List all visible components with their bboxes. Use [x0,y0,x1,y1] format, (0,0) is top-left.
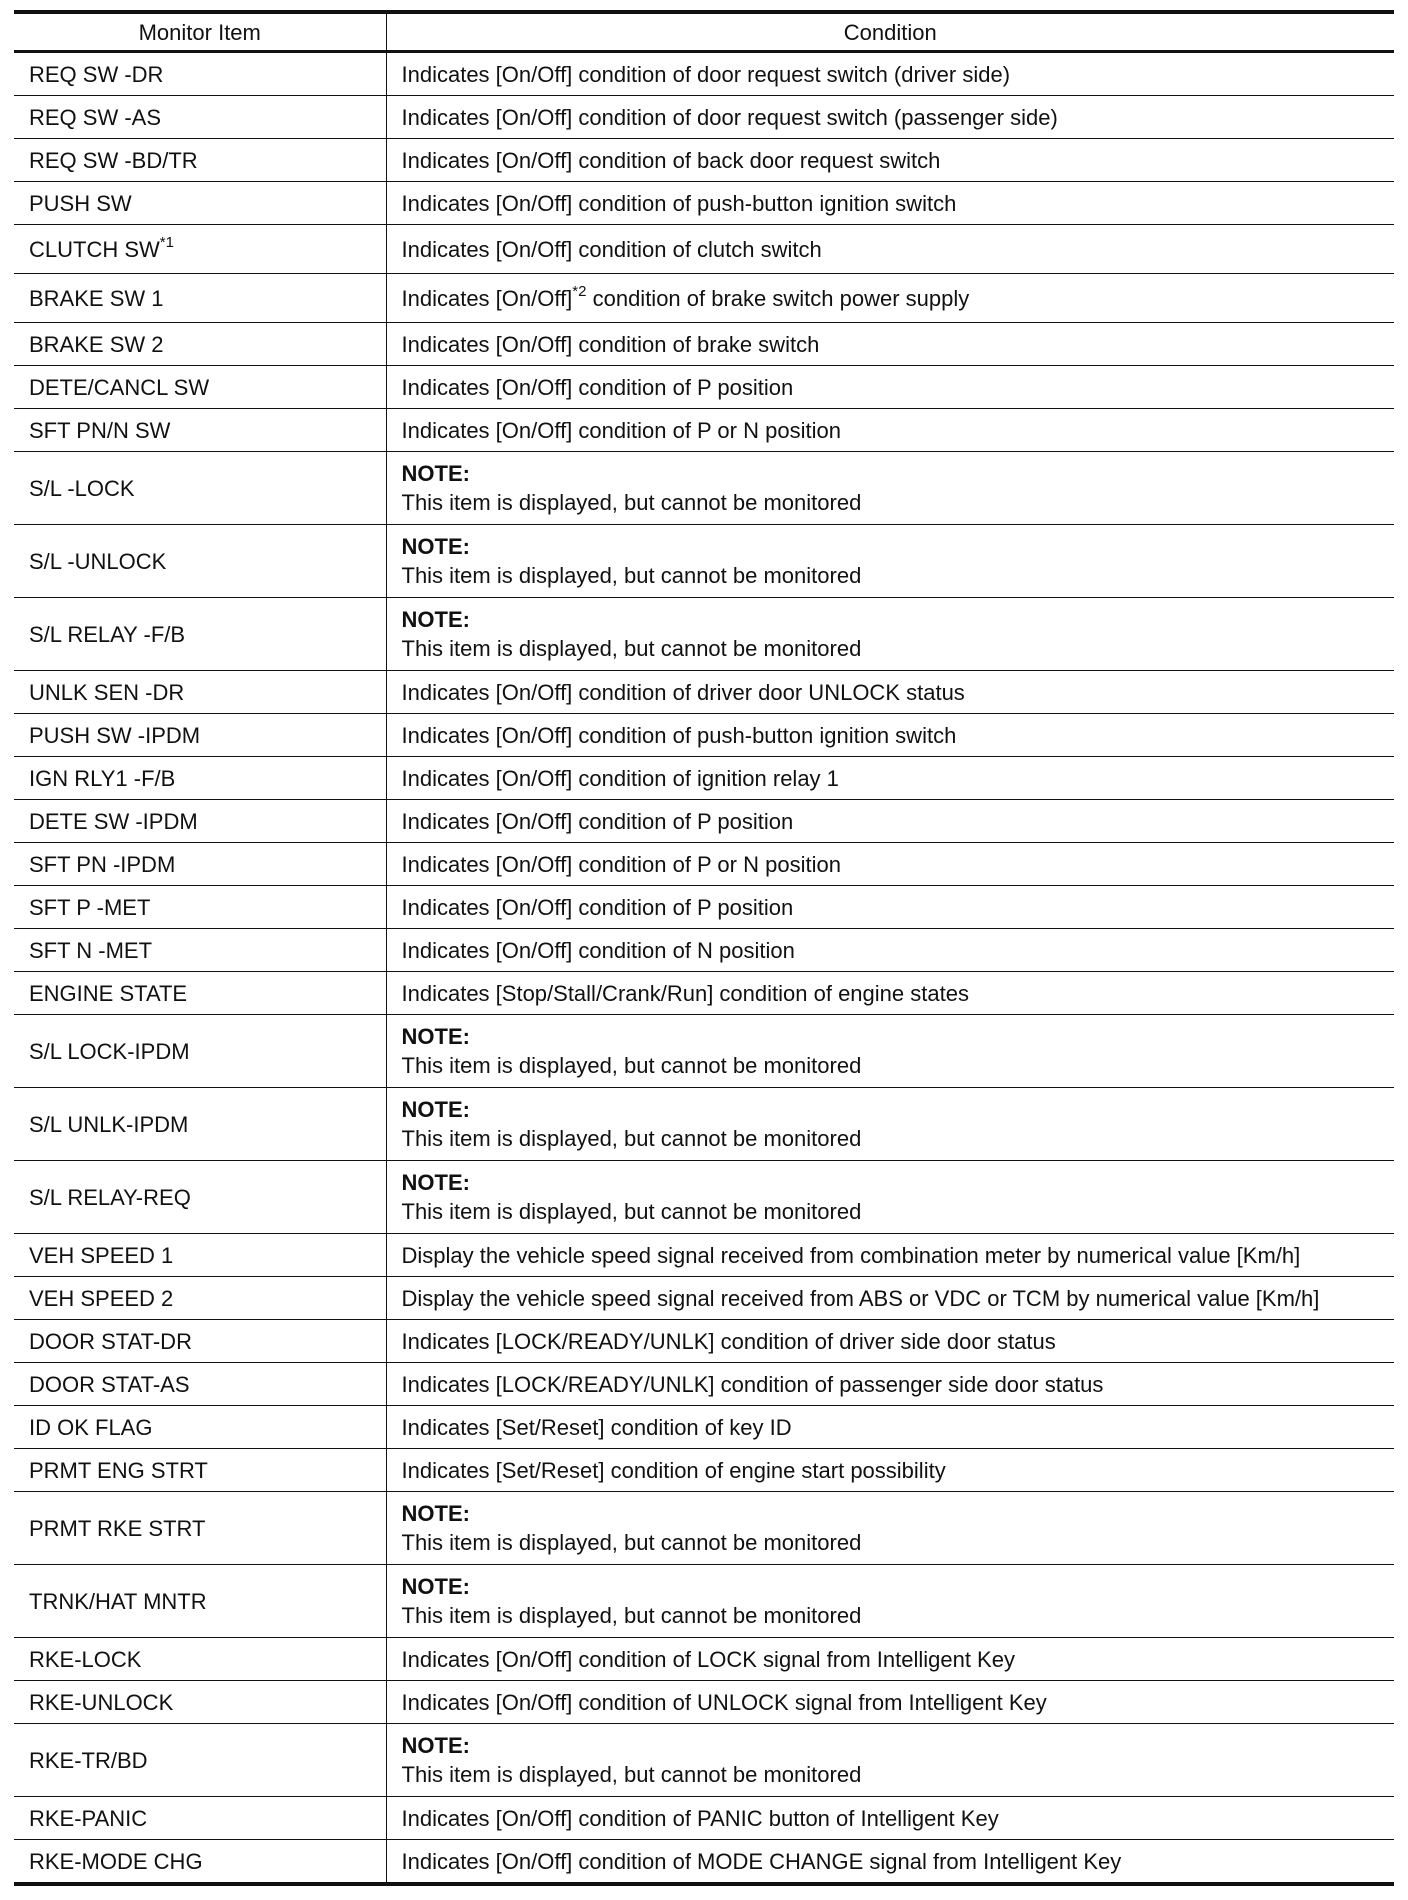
monitor-item-cell [14,886,386,929]
condition-text: Indicates [Stop/Stall/Crank/Run] condition of engine states [401,980,969,1006]
table-row [14,96,1394,139]
condition-cell [386,1088,1394,1161]
condition-text: Indicates [On/Off] condition of PANIC button of Intelligent Key [401,1805,999,1831]
monitor-item-name: PUSH SW [29,190,132,216]
table-row [14,525,1394,598]
monitor-item-name: DOOR STAT-AS [29,1371,190,1397]
monitor-item-cell [14,1565,386,1638]
note-label: NOTE: [401,1170,470,1195]
condition-text: Indicates [On/Off] condition of P position [401,894,794,920]
monitor-item-cell [14,1406,386,1449]
monitor-item-cell [14,1088,386,1161]
table-row [14,886,1394,929]
condition-text: Indicates [Set/Reset] condition of engine start possibility [401,1457,946,1483]
condition-text: Indicates [On/Off] condition of clutch switch [401,236,822,262]
monitor-item-name: UNLK SEN -DR [29,679,185,705]
condition-cell [386,274,1394,323]
condition-cell [386,452,1394,525]
condition-text: Indicates [On/Off] [401,285,573,311]
table-row [14,1277,1394,1320]
monitor-item-name: REQ SW -AS [29,104,162,130]
condition-cell [386,1277,1394,1320]
monitor-item-name: SFT P -MET [29,894,151,920]
monitor-item-cell [14,800,386,843]
table-row [14,452,1394,525]
condition-cell [386,1449,1394,1492]
monitor-item-name: DETE/CANCL SW [29,374,210,400]
monitor-item-cell [14,671,386,714]
condition-cell [386,525,1394,598]
monitor-item-cell [14,139,386,182]
condition-text: Indicates [On/Off] condition of P or N position [401,851,841,877]
table-body [14,52,1394,1885]
table-row [14,323,1394,366]
note-text: This item is displayed, but cannot be monitored [401,1530,862,1555]
condition-cell [386,929,1394,972]
condition-text: Indicates [On/Off] condition of MODE CHANGE signal from Intelligent Key [401,1848,1122,1874]
note-text: This item is displayed, but cannot be monitored [401,1126,862,1151]
table-row [14,1492,1394,1565]
condition-text: condition of brake switch power supply [586,285,970,311]
table-row [14,671,1394,714]
table-row [14,409,1394,452]
monitor-item-cell [14,525,386,598]
condition-cell [386,96,1394,139]
condition-text: Indicates [LOCK/READY/UNLK] condition of driver side door status [401,1328,1056,1354]
monitor-item-name: BRAKE SW 2 [29,331,164,357]
note-label: NOTE: [401,607,470,632]
monitor-item-name: S/L RELAY-REQ [29,1184,191,1210]
condition-text: Display the vehicle speed signal received from combination meter by numerical value [Km/h] [401,1242,1301,1268]
monitor-item-cell [14,1840,386,1885]
condition-cell [386,671,1394,714]
monitor-item-cell [14,1234,386,1277]
monitor-item-cell [14,323,386,366]
condition-text: Indicates [On/Off] condition of P or N position [401,417,841,443]
condition-cell [386,800,1394,843]
monitor-item-name: S/L RELAY -F/B [29,621,186,647]
monitor-item-name: S/L LOCK-IPDM [29,1038,190,1064]
note-label: NOTE: [401,461,470,486]
monitor-item-cell [14,972,386,1015]
note-text: This item is displayed, but cannot be monitored [401,563,862,588]
monitor-item-name: ENGINE STATE [29,980,188,1006]
condition-text: Display the vehicle speed signal received from ABS or VDC or TCM by numerical value [Km/h] [401,1285,1320,1311]
monitor-item-cell [14,225,386,274]
note-text: This item is displayed, but cannot be monitored [401,636,862,661]
condition-text: Indicates [On/Off] condition of LOCK signal from Intelligent Key [401,1646,1015,1672]
table-row [14,1681,1394,1724]
monitor-item-name: SFT N -MET [29,937,153,963]
monitor-item-cell [14,96,386,139]
table-row [14,1015,1394,1088]
monitor-item-cell [14,52,386,96]
monitor-item-cell [14,182,386,225]
note-label: NOTE: [401,534,470,559]
table-row [14,366,1394,409]
monitor-item-cell [14,1320,386,1363]
condition-text: Indicates [On/Off] condition of brake switch [401,331,820,357]
condition-cell [386,714,1394,757]
table-row [14,843,1394,886]
condition-cell [386,1320,1394,1363]
table-row [14,714,1394,757]
table-row [14,1724,1394,1797]
note-label: NOTE: [401,1097,470,1122]
table-row [14,929,1394,972]
note-label: NOTE: [401,1574,470,1599]
table-row [14,1161,1394,1234]
monitor-item-name: RKE-LOCK [29,1646,142,1672]
monitor-item-name: RKE-TR/BD [29,1747,148,1773]
monitor-item-name: VEH SPEED 1 [29,1242,174,1268]
condition-cell [386,1234,1394,1277]
condition-cell [386,52,1394,96]
header-row [14,12,1394,52]
monitor-item-name: RKE-PANIC [29,1805,148,1831]
monitor-item-name: SFT PN -IPDM [29,851,176,877]
table-row [14,52,1394,96]
condition-cell [386,1724,1394,1797]
monitor-item-name: RKE-MODE CHG [29,1848,203,1874]
condition-cell [386,1161,1394,1234]
note-label: NOTE: [401,1733,470,1758]
monitor-item-cell [14,1797,386,1840]
table-row [14,1449,1394,1492]
condition-text: Indicates [On/Off] condition of driver door UNLOCK status [401,679,965,705]
monitor-item-name: ID OK FLAG [29,1414,153,1440]
monitor-item-cell [14,452,386,525]
table-row [14,800,1394,843]
condition-cell [386,757,1394,800]
monitor-item-cell [14,1277,386,1320]
table-row [14,757,1394,800]
monitor-item-name: BRAKE SW 1 [29,285,164,311]
monitor-item-table [14,10,1394,1886]
note-text: This item is displayed, but cannot be monitored [401,490,862,515]
footnote-marker: *2 [572,283,587,301]
monitor-item-cell [14,757,386,800]
table-row [14,1565,1394,1638]
monitor-item-cell [14,1363,386,1406]
monitor-item-cell [14,598,386,671]
table-row [14,139,1394,182]
monitor-item-cell [14,929,386,972]
monitor-item-name: DETE SW -IPDM [29,808,198,834]
condition-text: Indicates [Set/Reset] condition of key ID [401,1414,792,1440]
table-row [14,274,1394,323]
monitor-item-cell [14,1449,386,1492]
monitor-item-name: VEH SPEED 2 [29,1285,174,1311]
table-row [14,1797,1394,1840]
condition-cell [386,1681,1394,1724]
monitor-item-name: S/L UNLK-IPDM [29,1111,189,1137]
monitor-item-cell [14,1161,386,1234]
condition-cell [386,409,1394,452]
condition-cell [386,1638,1394,1681]
condition-cell [386,1015,1394,1088]
monitor-item-cell [14,274,386,323]
condition-text: Indicates [LOCK/READY/UNLK] condition of passenger side door status [401,1371,1104,1397]
condition-text: Indicates [On/Off] condition of back door request switch [401,147,941,173]
note-label: NOTE: [401,1501,470,1526]
table-row [14,1088,1394,1161]
monitor-item-name: PUSH SW -IPDM [29,722,201,748]
condition-cell [386,182,1394,225]
table-row [14,225,1394,274]
note-text: This item is displayed, but cannot be monitored [401,1762,862,1787]
note-text: This item is displayed, but cannot be monitored [401,1199,862,1224]
table-row [14,1406,1394,1449]
monitor-item-name: RKE-UNLOCK [29,1689,174,1715]
monitor-item-cell [14,1681,386,1724]
monitor-item-name: PRMT ENG STRT [29,1457,208,1483]
table-header [14,12,1394,52]
header-condition: Condition [843,19,937,45]
condition-cell [386,323,1394,366]
footnote-marker: *1 [159,234,174,252]
condition-cell [386,1565,1394,1638]
monitor-item-name: TRNK/HAT MNTR [29,1588,207,1614]
monitor-item-cell [14,714,386,757]
note-text: This item is displayed, but cannot be monitored [401,1603,862,1628]
condition-text: Indicates [On/Off] condition of door request switch (driver side) [401,61,1011,87]
condition-cell [386,598,1394,671]
document-page [14,10,1394,1886]
monitor-item-cell [14,1638,386,1681]
monitor-item-name: DOOR STAT-DR [29,1328,192,1354]
monitor-item-cell [14,1724,386,1797]
condition-cell [386,225,1394,274]
table-row [14,972,1394,1015]
condition-text: Indicates [On/Off] condition of push-button ignition switch [401,190,957,216]
monitor-item-cell [14,1015,386,1088]
monitor-item-cell [14,843,386,886]
condition-cell [386,1492,1394,1565]
monitor-item-name: PRMT RKE STRT [29,1515,206,1541]
header-monitor-item: Monitor Item [14,12,386,52]
table-row [14,182,1394,225]
table-row [14,1320,1394,1363]
monitor-item-name: S/L -LOCK [29,475,135,501]
table-row [14,1234,1394,1277]
monitor-item-name: S/L -UNLOCK [29,548,167,574]
monitor-item-cell [14,366,386,409]
condition-text: Indicates [On/Off] condition of N position [401,937,795,963]
table-row [14,1840,1394,1885]
condition-text: Indicates [On/Off] condition of ignition relay 1 [401,765,839,791]
condition-cell [386,843,1394,886]
condition-cell [386,1840,1394,1885]
monitor-item-name: SFT PN/N SW [29,417,171,443]
condition-text: Indicates [On/Off] condition of P position [401,374,794,400]
monitor-item-cell [14,409,386,452]
condition-cell [386,972,1394,1015]
table-row [14,1363,1394,1406]
monitor-item-cell [14,1492,386,1565]
condition-cell [386,886,1394,929]
monitor-item-name: REQ SW -BD/TR [29,147,198,173]
condition-text: Indicates [On/Off] condition of push-button ignition switch [401,722,957,748]
condition-text: Indicates [On/Off] condition of P position [401,808,794,834]
condition-text: Indicates [On/Off] condition of UNLOCK signal from Intelligent Key [401,1689,1047,1715]
monitor-item-name: REQ SW -DR [29,61,164,87]
table-row [14,1638,1394,1681]
condition-cell [386,1363,1394,1406]
condition-cell [386,1797,1394,1840]
note-label: NOTE: [401,1024,470,1049]
condition-cell [386,1406,1394,1449]
table-row [14,598,1394,671]
monitor-item-name: CLUTCH SW [29,236,160,262]
condition-cell [386,366,1394,409]
condition-cell [386,139,1394,182]
monitor-item-name: IGN RLY1 -F/B [29,765,176,791]
condition-text: Indicates [On/Off] condition of door request switch (passenger side) [401,104,1058,130]
note-text: This item is displayed, but cannot be monitored [401,1053,862,1078]
